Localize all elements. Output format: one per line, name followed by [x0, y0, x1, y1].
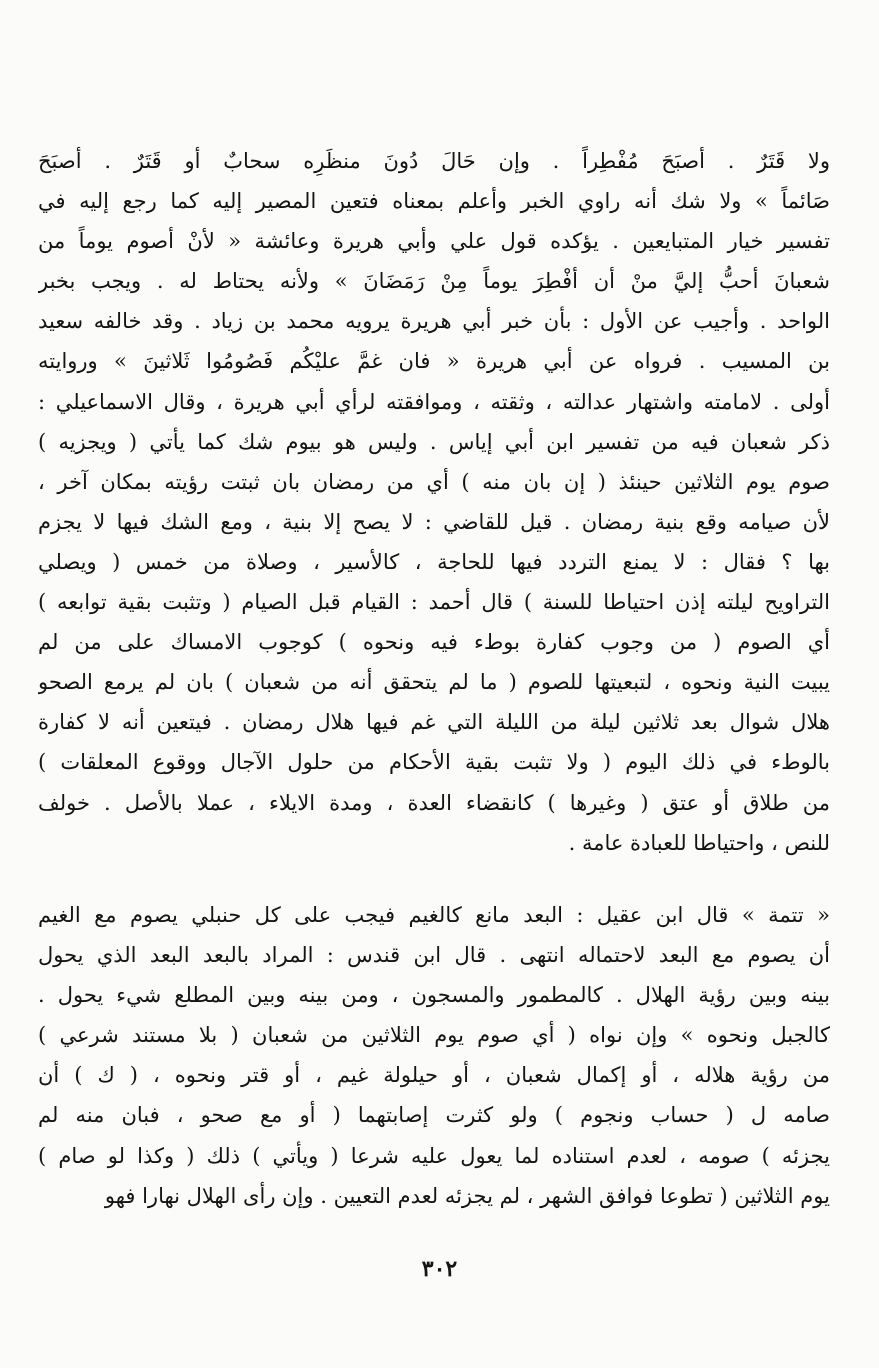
text-line: يجزئه ) صومه ، لعدم استناده لما يعول عليه شرعا ( ويأتي ) ذلك ( وكذا لو صام ) [38, 1143, 830, 1168]
text-line: بينه وبين رؤية الهلال . كالمطمور والمسجون ، ومن بينه وبين المطلع شيء يحول . [38, 983, 830, 1008]
text-line: بن المسيب . فرواه عن أبي هريرة « فان غمَّ عليْكُم فَصُومُوا ثَلاثينَ » وروايته [38, 349, 830, 374]
text-line: أن يصوم مع البعد لاحتماله انتهى . قال ابن قندس : المراد بالبعد البعد الذي يحول [38, 943, 830, 968]
text-line: من رؤية هلاله ، أو إكمال شعبان ، أو حيلولة غيم ، أو قتر ونحوه ، ( ك ) أن [38, 1063, 830, 1088]
text-line: هلال شوال بعد ثلاثين ليلة من الليلة التي غم فيها هلال رمضان . فيتعين أنه لا كفارة [38, 710, 830, 735]
text-line: الواحد . وأجيب عن الأول : بأن خبر أبي هريرة يرويه محمد بن زياد . وقد خالفه سعيد [38, 309, 830, 334]
text-line: كالجبل ونحوه » وإن نواه ( أي صوم يوم الثلاثين من شعبان ( بلا مستند شرعي ) [38, 1023, 830, 1048]
text-line: تفسير خيار المتبايعين . يؤكده قول علي وأبي هريرة وعائشة « لأنْ أصوم يوماً من [38, 229, 830, 254]
text-line: من طلاق أو عتق ( وغيرها ) كانقضاء العدة ، ومدة الايلاء ، عملا بالأصل . خولف [38, 790, 830, 815]
text-line: صَائماً » ولا شك أنه راوي الخبر وأعلم بمعناه فتعين المصير إليه كما رجع إليه في [38, 189, 830, 214]
text-line: أولى . لامامته واشتهار عدالته ، وثقته ، وموافقته لرأي أبي هريرة ، وقال الاسماعيلي : [38, 389, 830, 414]
text-line: للنص ، واحتياطا للعبادة عامة . [568, 830, 830, 855]
text-line: « تتمة » قال ابن عقيل : البعد مانع كالغيم فيجب على كل حنبلي يصوم مع الغيم [38, 903, 830, 927]
text-line: يوم الثلاثين ( تطوعا فوافق الشهر ، لم يجزئه لعدم التعيين . وإن رأى الهلال نهارا فهو [104, 1183, 830, 1208]
text-line: أي الصوم ( من وجوب كفارة بوطء فيه ونحوه ) كوجوب الامساك على من لم [38, 630, 830, 655]
paragraph-2 [38, 895, 830, 1216]
text-line: ولا قَتَرٌ . أصبَحَ مُفْطِراً . وإن حَالَ دُونَ منظَرِه سحابٌ أو قَتَرٌ . أصبَحَ [38, 149, 830, 173]
text-line: يبيت النية ونحوه ، لتبعيتها للصوم ( ما لم يتحقق أنه من شعبان ) بان لم يرمع الصحو [38, 670, 830, 695]
text-line: صامه ل ( حساب ونجوم ) ولو كثرت إصابتهما ( أو مع صحو ، فبان منه لم [38, 1103, 830, 1128]
text-line: صوم يوم الثلاثين حينئذ ( إن بان منه ) أي من رمضان بان ثبتت رؤيته بمكان آخر ، [38, 469, 830, 494]
page-number: ٣٠٢ [421, 1256, 458, 1282]
text-line: بها ؟ فقال : لا يمنع التردد فيها للحاجة ، كالأسير ، وصلاة من خمس ( ويصلي [38, 549, 830, 574]
paragraph-1 [38, 141, 830, 863]
text-line: التراويح ليلته إذن احتياطا للسنة ) قال أحمد : القيام قبل الصيام ( وتثبت بقية توابعه ) [38, 590, 830, 615]
text-line: بالوطء في ذلك اليوم ( ولا تثبت بقية الأحكام من حلول الآجال ووقوع المعلقات ) [38, 750, 830, 775]
text-line: لأن صيامه وقع بنية رمضان . قيل للقاضي : لا يصح إلا بنية ، ومع الشك فيها لا يجزم [38, 509, 830, 534]
text-line: ذكر شعبان فيه من تفسير ابن أبي إياس . وليس هو بيوم شك كما يأتي ( ويجزيه ) [38, 429, 830, 454]
text-line: شعبانَ أحبُّ إليَّ منْ أن أفْطِرَ يوماً مِنْ رَمَضَانَ » ولأنه يحتاط له . ويجب بخبر [38, 269, 830, 294]
